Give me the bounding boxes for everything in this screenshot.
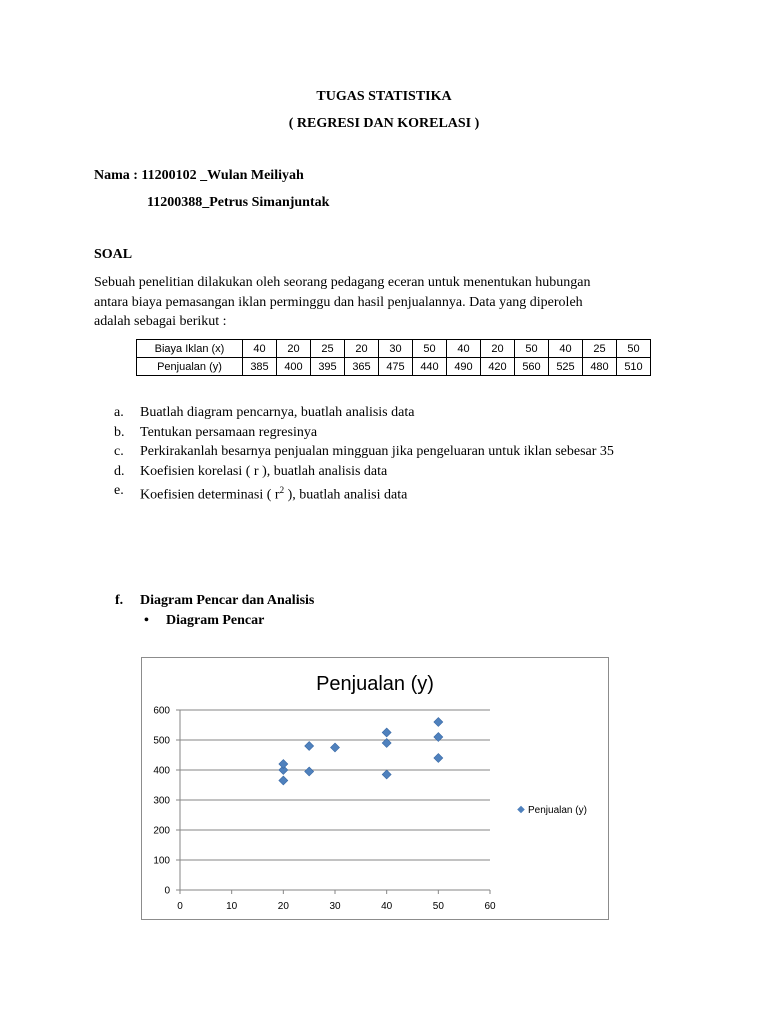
task-item [94,423,614,443]
x-tick-label: 50 [432,901,444,912]
data-point [434,754,443,763]
table-cell: 475 [379,358,413,376]
task-text-before: Koefisien determinasi ( r [140,487,280,503]
table-cell: 25 [311,340,345,358]
student-name-2: 11200388_Petrus Simanjuntak [147,195,330,210]
legend-label: Penjualan (y) [528,805,587,816]
scatter-chart [142,658,608,919]
table-cell: 420 [481,358,515,376]
section-f-heading: Diagram Pencar dan Analisis [140,593,315,608]
table-cell: 40 [447,340,481,358]
y-tick-label: 100 [153,855,170,867]
task-marker: b. [114,424,125,440]
document-title: TUGAS STATISTIKA [316,89,452,104]
x-tick-label: 40 [381,901,393,912]
data-point [382,728,391,737]
table-cell: 510 [617,358,651,376]
section-f-bullet: Diagram Pencar [166,613,265,628]
y-tick-label: 400 [153,765,170,777]
table-cell: 440 [413,358,447,376]
data-point [305,767,314,776]
data-point [305,742,314,751]
task-marker: c. [114,444,124,459]
soal-heading: SOAL [94,247,133,262]
task-marker: a. [114,405,124,420]
task-text: Koefisien korelasi ( r ), buatlah analisis data [140,463,388,479]
table-cell: 50 [515,340,549,358]
y-tick-label: 500 [153,735,170,747]
x-tick-label: 10 [226,901,238,912]
document-subtitle: ( REGRESI DAN KORELASI ) [288,116,480,131]
table-cell: 50 [413,340,447,358]
chart-points [279,718,443,786]
task-list [94,403,614,505]
task-item [94,462,614,482]
table-cell: 560 [515,358,549,376]
soal-line-1: Sebuah penelitian dilakukan oleh seorang pedagang eceran untuk menentukan hubungan [94,275,591,290]
table-cell: 20 [481,340,515,358]
x-tick-label: 60 [484,901,496,912]
table-cell: 20 [345,340,379,358]
table-cell: 25 [583,340,617,358]
table-cell: 525 [549,358,583,376]
table-cell: 400 [277,358,311,376]
table-cell: 30 [379,340,413,358]
table-row-y [137,358,651,376]
data-point [434,718,443,727]
table-cell: 40 [243,340,277,358]
chart-frame [141,657,609,920]
soal-line-2: antara biaya pemasangan iklan perminggu dan hasil penjualannya. Data yang diperoleh [94,294,583,310]
chart-title: Penjualan (y) [316,673,434,695]
table-cell: 365 [345,358,379,376]
chart-gridlines [180,710,490,860]
chart-legend [517,805,587,816]
table-cell: 395 [311,358,345,376]
data-point [279,776,288,785]
bullet-icon: • [144,613,149,628]
table-cell: 490 [447,358,481,376]
task-marker: e. [114,483,124,498]
task-item [94,481,614,505]
table-header-y: Penjualan (y) [137,358,243,376]
soal-line-3: adalah sebagai berikut : [94,314,227,329]
data-table [136,339,651,376]
y-tick-label: 600 [153,705,170,717]
task-text: Buatlah diagram pencarnya, buatlah analisis data [140,405,415,420]
legend-marker-icon [517,806,525,814]
table-cell: 40 [549,340,583,358]
x-tick-label: 0 [177,901,183,912]
task-text: Perkirakanlah besarnya penjualan mingguan jika pengeluaran untuk iklan sebesar 35 [140,444,614,459]
table-cell: 20 [277,340,311,358]
data-point [279,760,288,769]
table-cell: 480 [583,358,617,376]
data-point [331,743,340,752]
chart-axes [176,710,490,894]
x-tick-label: 30 [329,901,341,912]
y-tick-label: 0 [164,885,170,897]
soal-paragraph [94,273,590,332]
table-row-x [137,340,651,358]
y-tick-label: 200 [153,825,170,837]
table-cell: 50 [617,340,651,358]
data-point [382,770,391,779]
student-name-1: Nama : 11200102 _Wulan Meiliyah [94,168,304,183]
chart-tick-labels [153,706,496,913]
task-text: Tentukan persamaan regresinya [140,424,318,440]
task-marker: d. [114,463,125,479]
table-cell: 385 [243,358,277,376]
task-item [94,442,614,462]
task-superscript: 2 [279,485,285,495]
task-item [94,403,614,423]
table-header-x: Biaya Iklan (x) [137,340,243,358]
section-f-marker: f. [115,593,124,608]
x-tick-label: 20 [277,901,289,912]
y-tick-label: 300 [153,795,170,807]
task-text-after: ), buatlah analisi data [284,487,408,503]
